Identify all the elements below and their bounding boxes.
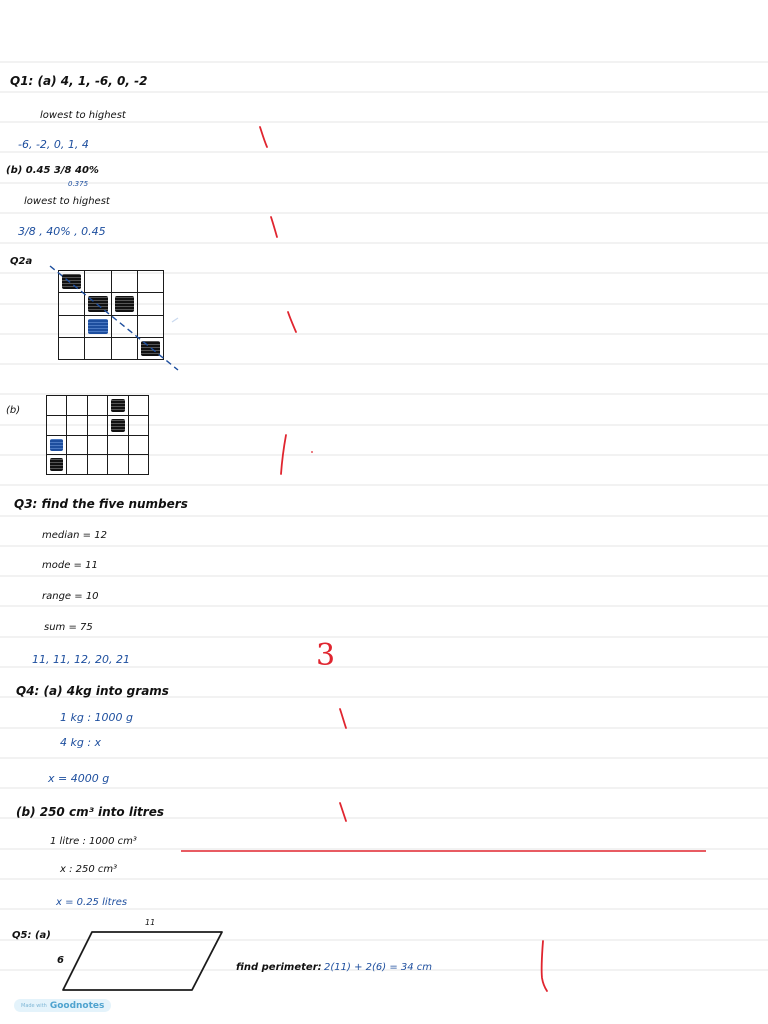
q1-a-instruction: lowest to highest bbox=[40, 110, 126, 121]
q2a-tick-mark bbox=[282, 308, 302, 336]
q1-b-working: 0.375 bbox=[68, 180, 89, 188]
q2b-grid-cell bbox=[67, 415, 87, 435]
q5-tick-mark bbox=[534, 938, 558, 994]
q2b-grid-cell bbox=[47, 435, 67, 455]
q4b-answer: x = 0.25 litres bbox=[56, 897, 128, 908]
q4a-heading: Q4: (a) 4kg into grams bbox=[16, 684, 169, 698]
q1-b-instruction: lowest to highest bbox=[24, 196, 110, 207]
q5-top-side-label: 11 bbox=[145, 918, 156, 927]
q2b-grid-cell bbox=[108, 455, 128, 475]
q2b-tick-mark bbox=[274, 430, 320, 480]
q2a-symmetry-line bbox=[44, 262, 184, 374]
q2b-grid-cell bbox=[67, 396, 87, 416]
q3-answer: 11, 11, 12, 20, 21 bbox=[32, 653, 130, 666]
q4b-tick-mark bbox=[334, 800, 354, 826]
q2b-grid-cell bbox=[87, 435, 107, 455]
q4b-line1: 1 litre : 1000 cm³ bbox=[50, 836, 137, 847]
q5-left-side-label: 6 bbox=[57, 955, 64, 966]
q5-perimeter-working: 2(11) + 2(6) = 34 cm bbox=[324, 962, 433, 973]
q2b-grid-row bbox=[47, 415, 149, 435]
q3-sum: sum = 75 bbox=[44, 622, 93, 633]
q2b-grid-cell bbox=[108, 415, 128, 435]
q1-heading: Q1: (a) 4, 1, -6, 0, -2 bbox=[10, 74, 148, 88]
q5-heading: Q5: (a) bbox=[12, 930, 51, 941]
q2b-grid-cell bbox=[108, 396, 128, 416]
black-shaded-square bbox=[50, 458, 63, 471]
q4b-line2: x : 250 cm³ bbox=[60, 864, 118, 875]
q3-median: median = 12 bbox=[42, 530, 107, 541]
q2b-grid-cell bbox=[87, 415, 107, 435]
goodnotes-badge bbox=[14, 999, 111, 1012]
q2b-grid-cell bbox=[67, 455, 87, 475]
q3-mode: mode = 11 bbox=[42, 560, 98, 571]
q1-b-tick-mark bbox=[264, 214, 284, 240]
blue-shaded-square bbox=[50, 439, 63, 452]
q2b-grid-cell bbox=[108, 435, 128, 455]
q1-b-values: (b) 0.45 3/8 40% bbox=[6, 165, 99, 176]
q4a-tick-mark bbox=[334, 706, 354, 732]
black-shaded-square bbox=[111, 419, 124, 432]
q2b-grid-cell bbox=[128, 455, 148, 475]
q2b-grid-row bbox=[47, 455, 149, 475]
q2a-heading: Q2a bbox=[10, 256, 33, 267]
q4a-answer: x = 4000 g bbox=[48, 772, 110, 785]
q2b-grid-cell bbox=[47, 455, 67, 475]
q2b-grid-cell bbox=[47, 396, 67, 416]
q2b-heading: (b) bbox=[6, 405, 21, 416]
q2b-grid bbox=[46, 395, 149, 475]
q2b-grid-cell bbox=[47, 415, 67, 435]
q2b-grid-cell bbox=[128, 396, 148, 416]
q1-a-tick-mark bbox=[254, 124, 274, 150]
q2b-grid-row bbox=[47, 396, 149, 416]
q5-parallelogram bbox=[60, 926, 228, 996]
q2b-grid-row bbox=[47, 435, 149, 455]
q1-b-answer: 3/8 , 40% , 0.45 bbox=[18, 225, 106, 238]
q2b-grid-cell bbox=[87, 396, 107, 416]
q3-score: 3 bbox=[316, 638, 336, 673]
q5-perimeter-label: find perimeter: bbox=[236, 962, 322, 973]
red-divider-line bbox=[180, 848, 708, 854]
q2b-grid-cell bbox=[128, 435, 148, 455]
black-shaded-square bbox=[111, 399, 124, 412]
q2b-grid-cell bbox=[67, 435, 87, 455]
q3-heading: Q3: find the five numbers bbox=[14, 497, 188, 511]
q2b-grid-cell bbox=[87, 455, 107, 475]
q3-range: range = 10 bbox=[42, 591, 99, 602]
q2b-grid-cell bbox=[128, 415, 148, 435]
q1-a-answer: -6, -2, 0, 1, 4 bbox=[18, 138, 89, 151]
q4a-line1: 1 kg : 1000 g bbox=[60, 711, 134, 724]
q4b-heading: (b) 250 cm³ into litres bbox=[16, 805, 164, 819]
goodnotes-logo-text: Goodnotes bbox=[49, 1000, 105, 1011]
q4a-line2: 4 kg : x bbox=[60, 736, 102, 749]
made-with-text: Made with bbox=[21, 1002, 47, 1009]
